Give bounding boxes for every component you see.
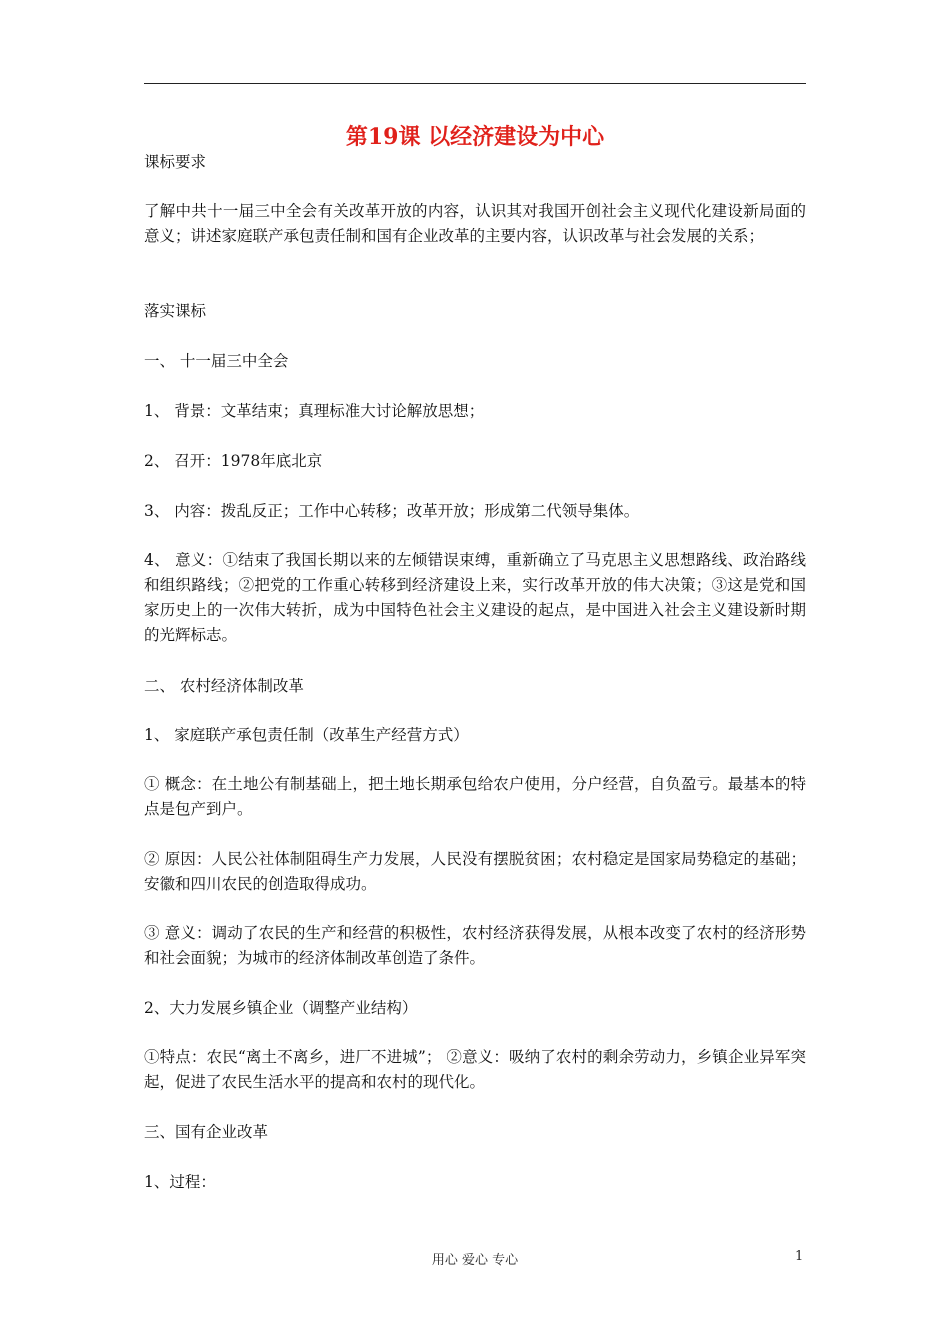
list-item: 1、 家庭联产承包责任制（改革生产经营方式） (144, 726, 469, 744)
list-item: 4、 意义：①结束了我国长期以来的左倾错误束缚，重新确立了马克思主义思想路线、政治路线和组织路线；②把党的工作重心转移到经济建设上来，实行改革开放的伟大决策；③这是党和国家历史上的一次伟大转折，成为中国特色社会主义建设的起点，是中国进入社会主义建设新时期的光辉标志。 (144, 551, 806, 644)
list-item: ② 原因：人民公社体制阻碍生产力发展，人民没有摆脱贫困；农村稳定是国家局势稳定的基础；安徽和四川农民的创造取得成功。 (144, 850, 806, 893)
section-heading: 课标要求 (144, 153, 207, 171)
page-footer: 用心 爱心 专心 (431, 1253, 519, 1268)
list-heading: 二、 农村经济体制改革 (144, 677, 304, 695)
page-title: 第19课 以经济建设为中心 (345, 124, 605, 150)
page-number: 1 (795, 1249, 804, 1264)
list-item: ①特点：农民“离土不离乡，进厂不进城”； ②意义：吸纳了农村的剩余劳动力，乡镇企业异军突起，促进了农民生活水平的提高和农村的现代化。 (144, 1048, 806, 1091)
section-heading: 落实课标 (144, 302, 207, 320)
list-heading: 三、国有企业改革 (144, 1123, 269, 1141)
list-heading: 一、 十一届三中全会 (144, 352, 289, 370)
list-item: 2、 召开：1978年底北京 (144, 452, 323, 470)
list-item: 1、 背景：文革结束；真理标准大讨论解放思想； (144, 402, 485, 420)
list-item: 2、大力发展乡镇企业（调整产业结构） (144, 999, 418, 1017)
list-item: ① 概念：在土地公有制基础上，把土地长期承包给农户使用，分户经营，自负盈亏。最基本的特点是包产到户。 (144, 775, 806, 818)
paragraph: 了解中共十一届三中全会有关改革开放的内容，认识其对我国开创社会主义现代化建设新局面的意义；讲述家庭联产承包责任制和国有企业改革的主要内容，认识改革与社会发展的关系； (144, 202, 806, 245)
list-item: 1、过程： (144, 1173, 216, 1191)
list-item: 3、 内容：拨乱反正；工作中心转移；改革开放；形成第二代领导集体。 (144, 502, 640, 520)
list-item: ③ 意义：调动了农民的生产和经营的积极性，农村经济获得发展，从根本改变了农村的经济形势和社会面貌；为城市的经济体制改革创造了条件。 (144, 924, 806, 967)
header-rule (144, 83, 806, 84)
